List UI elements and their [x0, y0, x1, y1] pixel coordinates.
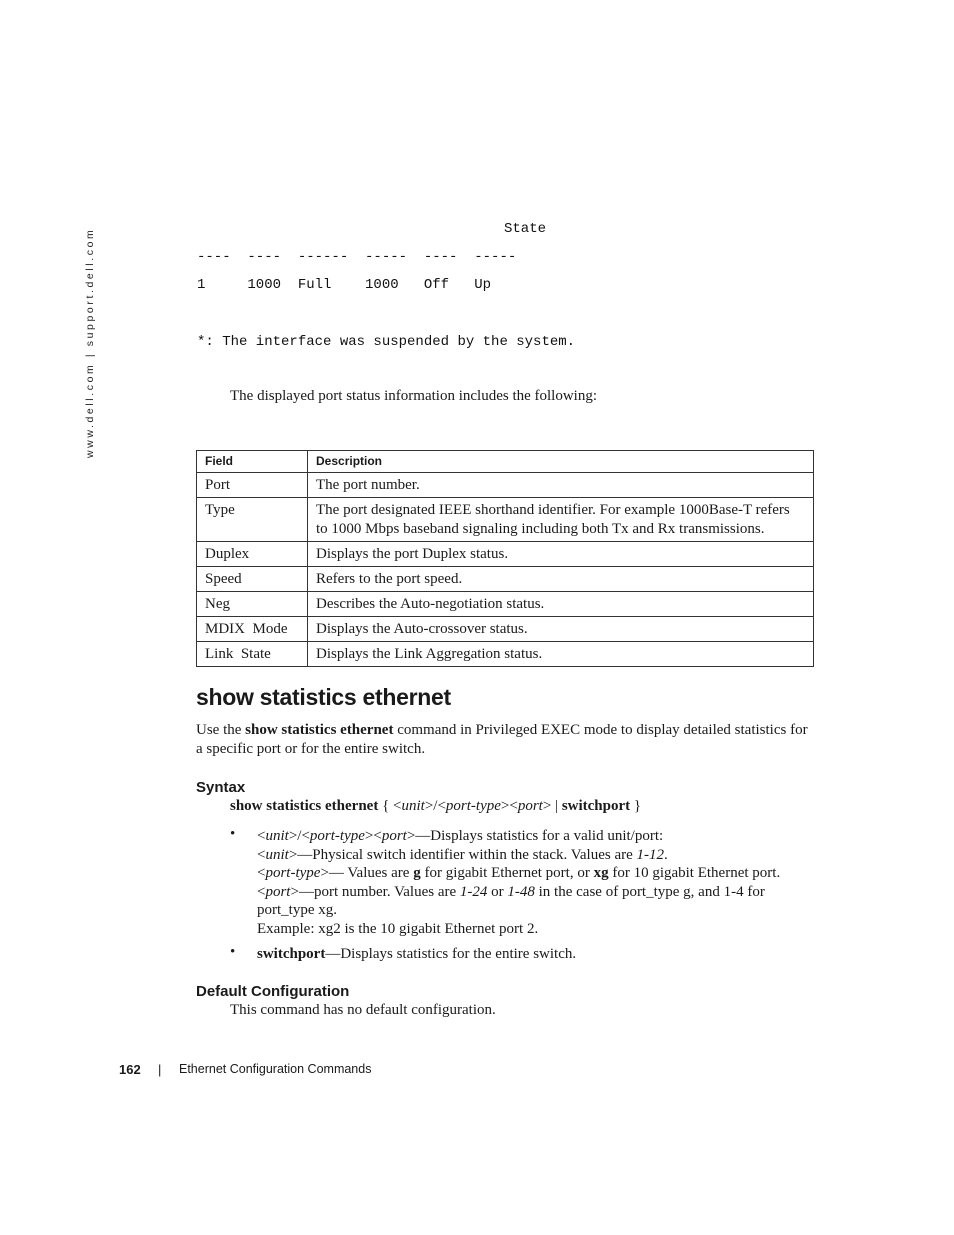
bullet-line — [257, 864, 817, 883]
desc-pre: Use the — [196, 722, 246, 738]
syntax-port-type: port-type — [445, 798, 501, 814]
section-title: show statistics ethernet — [196, 684, 451, 710]
text: < — [257, 883, 266, 900]
table-row — [197, 473, 814, 498]
text: >/< — [288, 828, 310, 844]
bullet-line — [257, 945, 817, 964]
value-range: 1-12 — [636, 846, 665, 863]
syntax-command: show statistics ethernet — [230, 798, 379, 814]
code-note: *: The interface was suspended by the system. — [197, 334, 576, 350]
text: for 10 gigabit Ethernet port. — [608, 865, 781, 881]
bullet-switchport — [257, 945, 817, 964]
description-cell: Displays the Link Aggregation status. — [308, 642, 814, 667]
text: >— Values are — [320, 865, 414, 881]
table-header-description: Description — [308, 451, 814, 473]
syntax-sep: > | — [542, 798, 562, 814]
syntax-unit: unit — [401, 798, 425, 814]
syntax-sep: >< — [500, 798, 518, 814]
text: >—Displays statistics for a valid unit/port: — [406, 828, 664, 844]
description-cell: Displays the port Duplex status. — [308, 542, 814, 567]
field-cell: Port — [197, 473, 308, 498]
section-description — [196, 721, 816, 759]
field-cell: Speed — [197, 567, 308, 592]
bullet-marker: • — [230, 944, 236, 960]
syntax-sep: >/< — [424, 798, 446, 814]
table-header-row — [197, 451, 814, 473]
param-unit: unit — [265, 828, 289, 844]
field-cell: Link State — [197, 642, 308, 667]
bullet-line: Example: xg2 is the 10 gigabit Ethernet port 2. — [257, 920, 539, 937]
field-cell: Duplex — [197, 542, 308, 567]
param-port: port — [381, 828, 407, 844]
bullet-marker: • — [230, 826, 236, 842]
param-port-type: port-type — [309, 828, 365, 844]
table-row — [197, 617, 814, 642]
table-row — [197, 498, 814, 542]
param-port: port — [265, 883, 291, 900]
syntax-line — [230, 798, 641, 815]
desc-post: command in Privileged EXEC mode to display detailed statistics for a specific port or for the entire switch. — [196, 722, 808, 757]
param-unit: unit — [265, 846, 289, 863]
desc-command: show statistics ethernet — [245, 722, 394, 738]
text: in the case of port_type g, and 1-4 for — [534, 883, 765, 900]
code-row: 1 1000 Full 1000 Off Up — [197, 277, 492, 293]
syntax-switchport: switchport — [561, 798, 631, 814]
description-cell: Displays the Auto-crossover status. — [308, 617, 814, 642]
bullet-unit-port — [257, 827, 817, 938]
syntax-heading: Syntax — [196, 779, 246, 796]
text: < — [257, 828, 266, 844]
intro-text: The displayed port status information includes the following: — [230, 388, 598, 404]
table-row — [197, 542, 814, 567]
bullet-line — [257, 883, 817, 902]
text: >—Physical switch identifier within the stack. Values are — [288, 846, 637, 863]
text: or — [487, 883, 508, 900]
description-cell: Refers to the port speed. — [308, 567, 814, 592]
sidebar-url: www.dell.com | support.dell.com — [84, 227, 96, 458]
table-row — [197, 642, 814, 667]
field-cell: MDIX Mode — [197, 617, 308, 642]
text: < — [257, 865, 266, 881]
description-cell: The port number. — [308, 473, 814, 498]
page-number: 162 — [119, 1062, 141, 1077]
keyword-switchport: switchport — [257, 946, 326, 962]
description-cell: The port designated IEEE shorthand identifier. For example 1000Base-T refers to 1000 Mbps baseband signaling including both Tx and Rx transmissions. — [308, 498, 814, 542]
syntax-port: port — [517, 798, 543, 814]
value-range: 1-24 — [459, 883, 488, 900]
table-row — [197, 567, 814, 592]
field-cell: Neg — [197, 592, 308, 617]
syntax-brace-close: } — [630, 798, 642, 814]
param-port-type: port-type — [265, 865, 321, 881]
bullet-line — [257, 827, 817, 846]
description-cell: Describes the Auto-negotiation status. — [308, 592, 814, 617]
field-cell: Type — [197, 498, 308, 542]
default-config-text: This command has no default configuration. — [230, 1002, 496, 1018]
table-row — [197, 592, 814, 617]
default-config-heading: Default Configuration — [196, 983, 350, 1000]
keyword-g: g — [413, 865, 421, 881]
text: for gigabit Ethernet port, or — [420, 865, 594, 881]
footer-chapter-title: Ethernet Configuration Commands — [179, 1062, 372, 1076]
footer-separator: | — [158, 1062, 162, 1077]
value-range: 1-48 — [507, 883, 535, 900]
bullet-line: port_type xg. — [257, 902, 337, 918]
text: >—port number. Values are — [290, 883, 460, 900]
bullet-line — [257, 846, 817, 865]
field-table — [196, 450, 814, 667]
table-header-field: Field — [197, 451, 308, 473]
text: >< — [364, 828, 382, 844]
syntax-brace-open: { < — [378, 798, 402, 814]
text: . — [664, 846, 668, 863]
code-dashes: ---- ---- ------ ----- ---- ----- — [197, 249, 517, 265]
text: —Displays statistics for the entire switch. — [325, 946, 577, 962]
code-header-state: State — [504, 221, 547, 237]
text: < — [257, 846, 266, 863]
keyword-xg: xg — [593, 865, 609, 881]
